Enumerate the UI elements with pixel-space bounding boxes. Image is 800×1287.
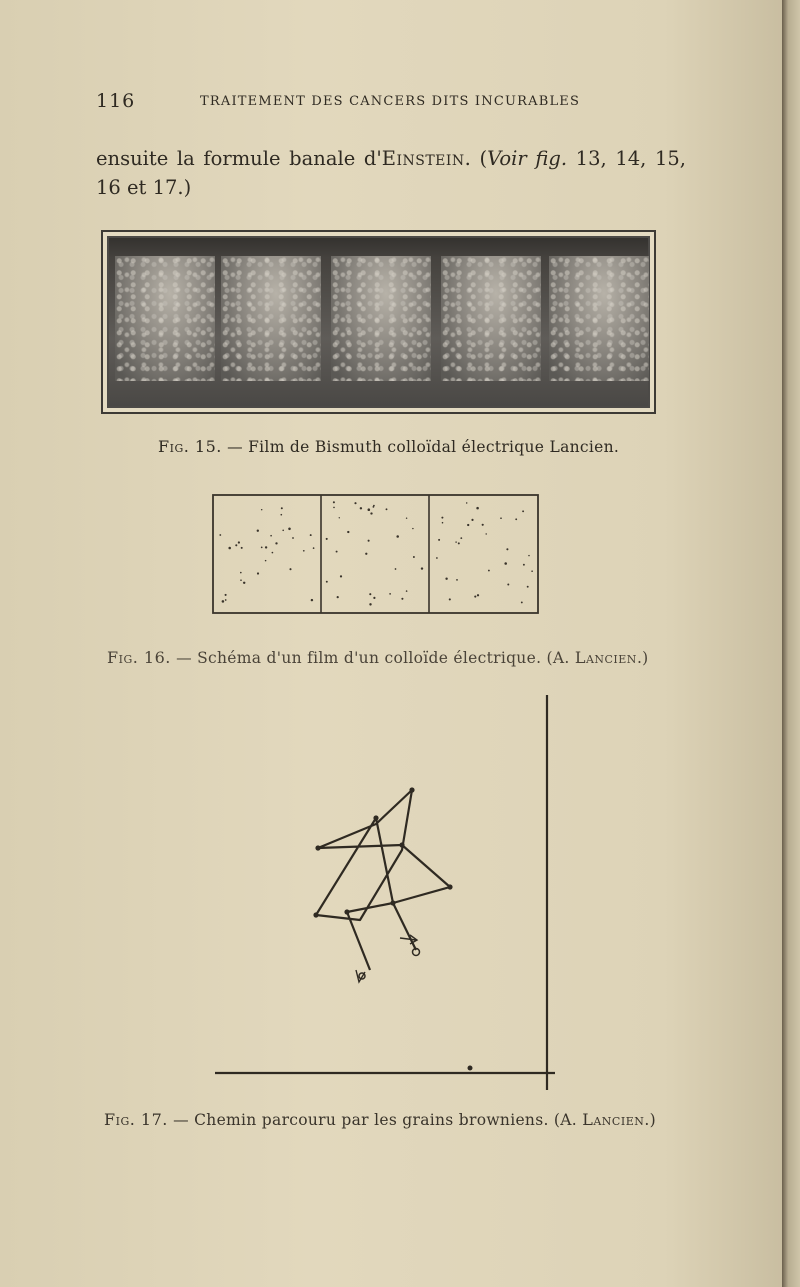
particle-dot (292, 537, 294, 539)
particle-dot (360, 507, 362, 509)
particle-dot (265, 546, 267, 548)
film-strip (109, 238, 648, 406)
particle-dot (373, 597, 375, 599)
particle-dot (303, 550, 305, 552)
particle-dot (474, 596, 476, 598)
film-frame (441, 256, 541, 381)
fig16-schematic (210, 492, 545, 617)
particle-dot (281, 507, 283, 509)
fig15-caption (158, 437, 619, 456)
particle-dot (482, 524, 484, 526)
particle-dot (347, 531, 349, 533)
particle-dot (500, 517, 502, 519)
particle-dot (506, 548, 508, 550)
particle-dot (326, 538, 328, 540)
particle-dot (339, 517, 340, 518)
fig16-frame (213, 495, 538, 613)
particle-dot (412, 528, 413, 529)
fig15-film-photo (101, 230, 656, 414)
fig17-dot (468, 1066, 473, 1071)
particle-dot (406, 517, 407, 518)
fig17-caption (104, 1110, 656, 1129)
para-text-1: ensuite la formule banale d' (96, 147, 382, 170)
particle-dot (326, 581, 328, 583)
particle-dot (280, 514, 282, 516)
page-number: 116 (96, 90, 136, 112)
fig16-label: Fig. 16. (107, 648, 171, 667)
film-frame (331, 256, 431, 381)
particle-dot (421, 567, 423, 569)
particle-dot (257, 572, 259, 574)
particle-dot (225, 599, 227, 601)
particle-dot (476, 507, 479, 510)
particle-dot (265, 560, 267, 562)
fig15-caption-text: — Film de Bismuth colloïdal électrique Lancien. (227, 438, 620, 456)
fig15-label: Fig. 15. (158, 437, 222, 456)
particle-dot (238, 541, 240, 543)
particle-dot (456, 579, 458, 581)
particle-dot (354, 502, 356, 504)
particle-dot (369, 603, 371, 605)
particle-dot (222, 600, 225, 603)
particle-dot (449, 598, 451, 600)
author-einstein: Einstein (381, 147, 465, 170)
particle-dot (261, 547, 263, 549)
fig16-caption-tail: .) (636, 649, 649, 667)
particle-dot (521, 601, 523, 603)
particle-dot (401, 598, 403, 600)
particle-dot (458, 542, 460, 544)
fig17-caption-tail: .) (644, 1111, 656, 1129)
particle-dot (369, 593, 371, 595)
particle-dot (527, 586, 529, 588)
particle-dot (310, 534, 312, 536)
film-frame (115, 256, 215, 381)
particle-dot (240, 572, 242, 574)
particle-dot (488, 570, 490, 572)
particle-dot (396, 535, 399, 538)
particle-dot (313, 547, 315, 549)
particle-dot (337, 596, 339, 598)
book-spine (782, 0, 800, 1287)
particle-dot (288, 528, 291, 531)
particle-dot (368, 508, 371, 511)
particle-dot (275, 542, 277, 544)
fig17-path (316, 790, 450, 970)
particle-dot (441, 517, 443, 519)
particle-dot (225, 594, 227, 596)
particle-dot (386, 508, 388, 510)
particle-dot (413, 556, 415, 558)
fig17-caption-text: — Chemin parcouru par les grains browniens. (A. (173, 1111, 583, 1129)
particle-dot (289, 568, 291, 570)
page-header (96, 90, 686, 116)
particle-dot (523, 564, 525, 566)
fig17-credit: Lancien (582, 1110, 645, 1129)
running-title: TRAITEMENT DES CANCERS DITS INCURABLES (200, 94, 581, 109)
particle-dot (515, 518, 517, 520)
particle-dot (436, 557, 438, 559)
particle-dot (272, 552, 274, 554)
particle-dot (282, 530, 284, 532)
particle-dot (270, 535, 272, 537)
particle-dot (389, 593, 391, 595)
particle-dot (311, 599, 313, 601)
fig16-particles (219, 501, 533, 605)
fig17-start-mark (356, 970, 365, 982)
particle-dot (467, 524, 469, 526)
particle-dot (471, 519, 473, 521)
fig16-credit: Lancien (574, 648, 637, 667)
film-frame (549, 256, 649, 381)
particle-dot (528, 555, 529, 556)
particle-dot (445, 577, 447, 579)
particle-dot (531, 570, 533, 572)
particle-dot (442, 522, 444, 524)
particle-dot (240, 579, 242, 581)
particle-dot (485, 533, 486, 534)
particle-dot (235, 544, 237, 546)
fig-refs: 13, 14, 15, 16 et 17.) (96, 147, 686, 199)
fig17-label: Fig. 17. (104, 1110, 168, 1129)
see-fig: Voir fig. (487, 147, 568, 170)
particle-dot (340, 575, 342, 577)
particle-dot (243, 582, 245, 584)
particle-dot (257, 530, 259, 532)
particle-dot (455, 541, 456, 542)
particle-dot (241, 547, 243, 549)
particle-dot (477, 594, 479, 596)
fig16-caption-text: — Schéma d'un film d'un colloïde électrique. (A. (176, 649, 575, 667)
particle-dot (219, 534, 221, 536)
fig17-brownian-path (210, 690, 570, 1095)
particle-dot (333, 507, 335, 509)
particle-dot (438, 539, 440, 541)
particle-dot (395, 568, 397, 570)
film-frame (221, 256, 321, 381)
particle-dot (261, 509, 262, 510)
particle-dot (460, 537, 462, 539)
para-text-2: . ( (464, 147, 488, 170)
particle-dot (370, 512, 372, 514)
particle-dot (333, 501, 335, 503)
particle-dot (504, 562, 507, 565)
fig16-caption (107, 648, 649, 667)
particle-dot (507, 584, 509, 586)
particle-dot (368, 540, 370, 542)
particle-dot (372, 506, 374, 508)
particle-dot (228, 547, 231, 550)
body-paragraph (96, 144, 686, 202)
particle-dot (365, 553, 367, 555)
particle-dot (466, 502, 467, 503)
particle-dot (336, 551, 338, 553)
particle-dot (522, 510, 524, 512)
particle-dot (406, 590, 408, 592)
